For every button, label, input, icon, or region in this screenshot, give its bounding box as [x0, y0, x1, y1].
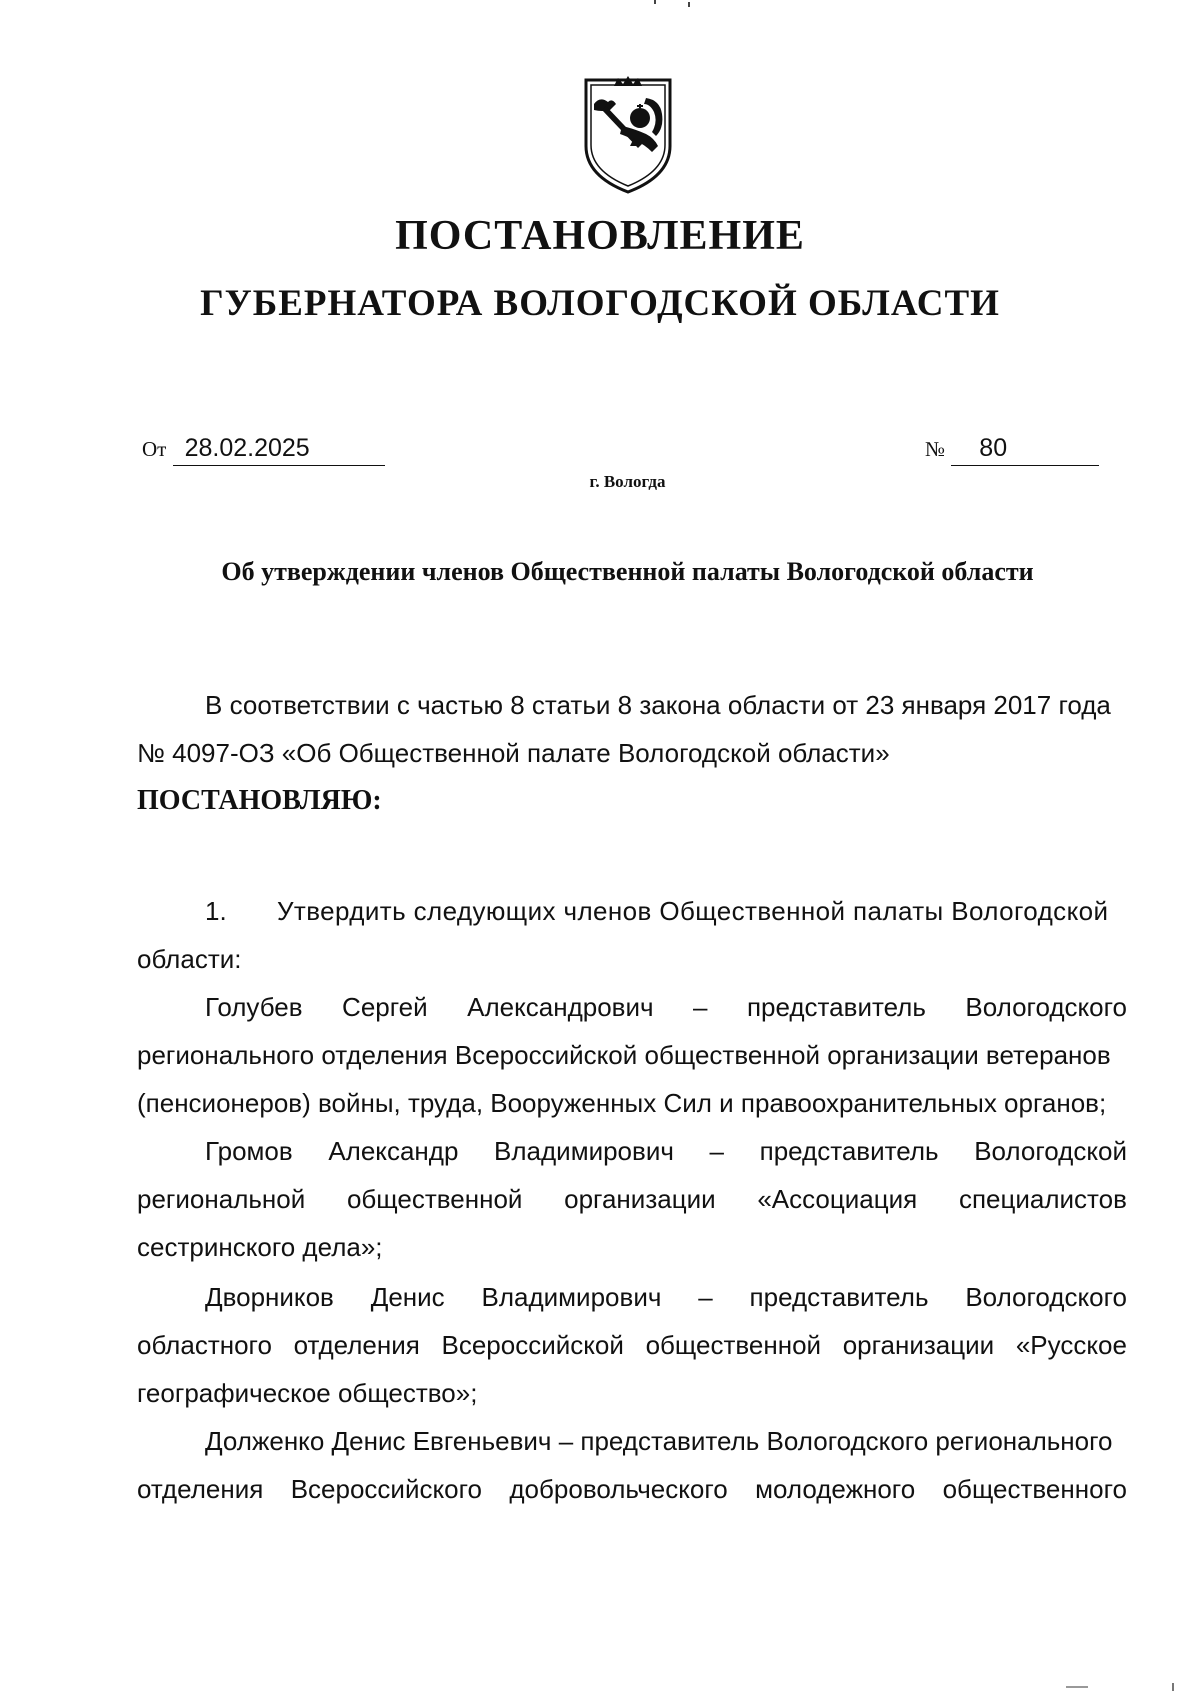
- scan-artifact: [1066, 1686, 1088, 1688]
- word: Всероссийского: [290, 1474, 482, 1504]
- word: молодежного: [755, 1474, 916, 1504]
- word: Вологодской: [974, 1136, 1127, 1166]
- date-field: [142, 434, 385, 466]
- word: региональной: [137, 1184, 306, 1214]
- word: областного: [137, 1330, 272, 1360]
- decree-word: ПОСТАНОВЛЯЮ:: [137, 785, 382, 816]
- word: Всероссийской: [441, 1330, 624, 1360]
- member-line: (пенсионеров) войны, труда, Вооруженных Сил и правоохранительных органов;: [137, 1088, 1107, 1118]
- word: Дворников: [205, 1282, 334, 1312]
- word: Громов: [205, 1136, 293, 1166]
- word: Владимирович: [494, 1136, 674, 1166]
- scan-artifact: [654, 0, 656, 4]
- preamble-line: В соответствии с частью 8 статьи 8 закона области от 23 января 2017 года: [205, 690, 1111, 720]
- number-field: [925, 434, 1099, 466]
- list-item: [137, 894, 1195, 928]
- word: организации: [564, 1184, 716, 1214]
- word: организации: [842, 1330, 995, 1360]
- word: общественной: [645, 1330, 822, 1360]
- scan-artifact: [1172, 1683, 1174, 1691]
- member-line: географическое общество»;: [137, 1378, 478, 1408]
- word: Денис: [370, 1282, 445, 1312]
- preamble-line: № 4097-ОЗ «Об Общественной палате Вологодской области»: [137, 738, 890, 768]
- word: Александрович: [467, 992, 654, 1022]
- member-line: [137, 1328, 1127, 1362]
- word: Вологодского: [965, 992, 1127, 1022]
- document-title: ПОСТАНОВЛЕНИЕ: [395, 213, 805, 259]
- word: –: [709, 1136, 724, 1166]
- word: отделения: [293, 1330, 420, 1360]
- number-label: №: [925, 437, 946, 461]
- member-line: [137, 990, 1127, 1024]
- member-line: регионального отделения Всероссийской общественной организации ветеранов: [137, 1040, 1111, 1070]
- word: специалистов: [958, 1184, 1127, 1214]
- scan-artifact: [688, 2, 690, 7]
- word: общественного: [942, 1474, 1127, 1504]
- member-line: Долженко Денис Евгеньевич – представитель Вологодского регионального: [205, 1426, 1113, 1456]
- word: «Русское: [1015, 1330, 1127, 1360]
- word: Александр: [328, 1136, 459, 1166]
- word: Голубев: [205, 992, 303, 1022]
- member-line: [137, 1134, 1127, 1168]
- date-label: От: [142, 437, 167, 461]
- word: представитель: [759, 1136, 939, 1166]
- item-text: Утвердить следующих членов Общественной палаты Вологодской: [277, 896, 1109, 926]
- word: представитель: [749, 1282, 929, 1312]
- word: Владимирович: [481, 1282, 662, 1312]
- word: Сергей: [342, 992, 428, 1022]
- word: –: [698, 1282, 713, 1312]
- document-subject: Об утверждении членов Общественной палаты Вологодской области: [221, 557, 1034, 586]
- word: добровольческого: [509, 1474, 728, 1504]
- member-line: [137, 1472, 1127, 1506]
- word: Вологодского: [965, 1282, 1127, 1312]
- word: –: [693, 992, 708, 1022]
- city-label: г. Вологда: [589, 472, 666, 491]
- member-line: [137, 1182, 1127, 1216]
- member-line: сестринского дела»;: [137, 1232, 383, 1262]
- number-value: 80: [951, 434, 1099, 466]
- document-issuer: ГУБЕРНАТОРА ВОЛОГОДСКОЙ ОБЛАСТИ: [200, 283, 1000, 324]
- date-value: 28.02.2025: [173, 434, 385, 466]
- vologda-coat-of-arms-icon: [582, 76, 674, 194]
- item-text: области:: [137, 944, 242, 974]
- member-line: [137, 1280, 1127, 1314]
- word: общественной: [346, 1184, 523, 1214]
- word: «Ассоциация: [757, 1184, 918, 1214]
- word: представитель: [746, 992, 926, 1022]
- item-number: 1.: [205, 896, 227, 926]
- word: отделения: [137, 1474, 264, 1504]
